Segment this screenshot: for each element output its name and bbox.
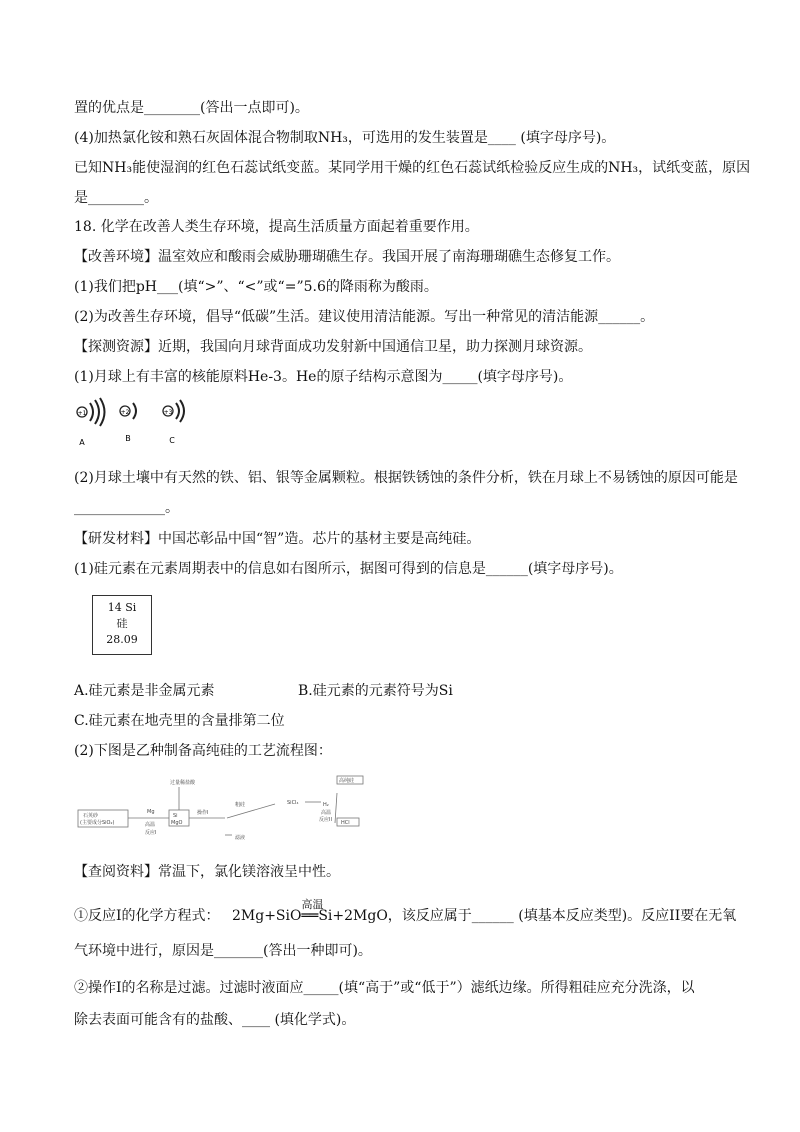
text-line: (2)为改善生存环境，倡导“低碳”生活。建议使用清洁能源。写出一种常见的清洁能源______。 [74,309,655,325]
pure-si-label: 高纯硅 [339,778,355,784]
element-mass: 28.09 [106,633,138,646]
crude-si-label: 粗硅 [235,802,246,808]
process-flow-diagram [75,773,375,845]
atom-a [77,398,105,447]
atom-c [163,400,184,445]
reaction-1-label: 反应I [145,830,157,836]
operation-1-label: 操作I [197,810,209,816]
section-heading: 【探测资源】近期，我国向月球背面成功发射新中国通信卫星，助力探测月球资源。 [74,339,592,355]
equation-lhs: 2Mg+SiO [231,908,302,924]
question-heading: 18. 化学在改善人类生存环境，提高生活质量方面起着重要作用。 [74,219,479,235]
sicl4-label: SiCl₄ [287,800,299,806]
section-heading: 【查阅资料】常温下，氯化镁溶液呈中性。 [74,864,340,880]
section-heading: 【研发材料】中国芯彰品中国“智”造。芯片的基材主要是高纯硅。 [74,531,481,547]
nucleus-b: +2 [120,409,130,416]
atom-structure-figure [70,395,200,450]
equation-rhs: Si+2MgO，该反应属于______ (填基本反应类型)。反应II要在无氧 [318,908,737,924]
text-line: (1)我们把pH___(填“>”、“<”或“=”5.6的降雨称为酸雨。 [74,279,438,295]
section-heading: 【改善环境】温室效应和酸雨会威胁珊瑚礁生存。我国开展了南海珊瑚礁生态修复工作。 [74,249,620,265]
nucleus-a: +1 [77,410,87,417]
reaction-2-label: 反应II [319,817,332,823]
element-card-silicon [92,595,152,655]
option-b: B.硅元素的元素符号为Si [298,683,453,699]
reaction-arrow: 高温 ══ [301,906,318,926]
text-line: (1)硅元素在元素周期表中的信息如右图所示，据图可得到的信息是______(填字母序号)。 [74,561,623,577]
atom-b [120,403,136,443]
raw-material-label: 石英砂 [83,813,99,819]
atom-label-c: C [169,436,175,445]
option-a: A.硅元素是非金属元素 [74,683,215,699]
text-line: (2)月球土壤中有天然的铁、铝、银等金属颗粒。根据铁锈蚀的条件分析，铁在月球上不易锈蚀的原因可能是 [74,470,738,486]
text-line: (2)下图是乙种制备高纯硅的工艺流程图： [74,743,332,759]
text-line: 已知NH₃能使湿润的红色石蕊试纸变蓝。某同学用干燥的红色石蕊试纸检验反应生成的NH₃，试纸变蓝，原因 [74,160,751,176]
text-line: 置的优点是________(答出一点即可)。 [74,100,309,116]
text-line: ②操作I的名称是过滤。过滤时液面应_____(填“高于”或“低于”）滤纸边缘。所得粗硅应充分洗涤，以 [74,980,695,996]
element-number-symbol: 14 Si [107,601,137,614]
acid-label: 过量稀盐酸 [170,780,196,786]
text-line: (4)加热氯化铵和熟石灰固体混合物制取NH₃，可选用的发生装置是____ (填字母序号)。 [74,130,616,146]
atom-label-b: B [125,434,131,443]
equation-line [74,898,737,926]
element-name: 硅 [116,617,128,630]
text-line: 除去表面可能含有的盐酸、____ (填化学式)。 [74,1012,356,1028]
text-line: _____________。 [74,500,179,516]
filtrate-label: 滤液 [235,835,246,841]
svg-text:(主要成分SiO₂): (主要成分SiO₂) [80,820,115,826]
svg-text:Si: Si [173,813,178,819]
reagent-mg: Mg [147,809,155,815]
atom-label-a: A [79,438,85,447]
text-line: 气环境中进行，原因是_______(答出一种即可)。 [74,943,372,959]
svg-text:高温: 高温 [321,810,332,816]
text-line: 是________。 [74,190,158,206]
svg-text:MgO: MgO [171,820,183,826]
svg-text:H₂: H₂ [323,802,329,808]
option-c: C.硅元素在地壳里的含量排第二位 [74,713,285,729]
condition-high-temp: 高温 [145,822,156,828]
text-line: (1)月球上有丰富的核能原料He-3。He的原子结构示意图为_____(填字母序号)。 [74,369,573,385]
hcl-label: HCl [341,820,350,826]
nucleus-c: +3 [163,409,173,416]
text-span: ①反应I的化学方程式： [74,908,220,924]
reaction-condition: 高温 [301,898,324,911]
